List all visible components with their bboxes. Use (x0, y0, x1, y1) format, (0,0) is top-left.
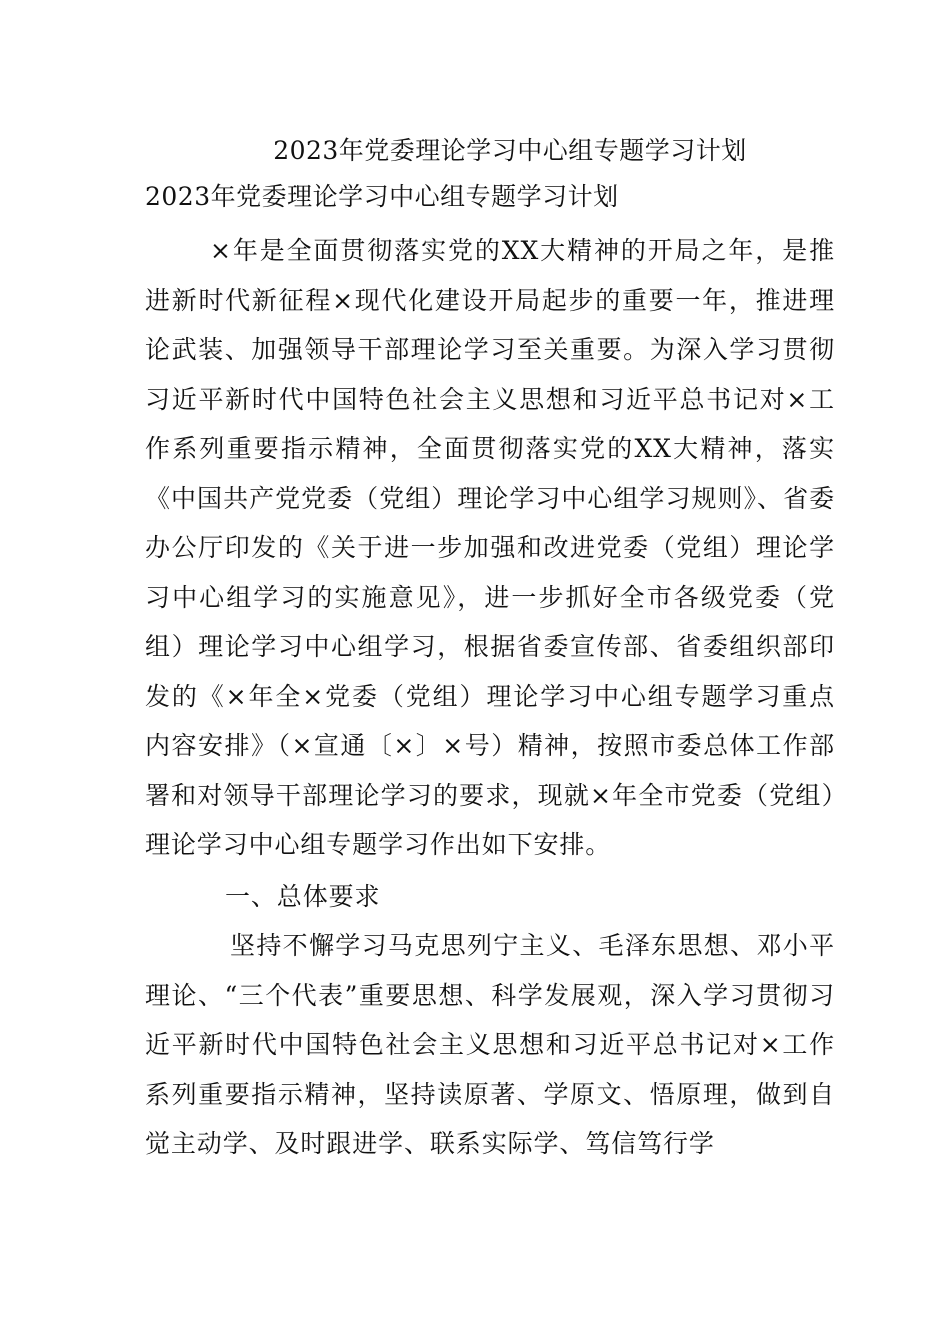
section-heading-general-requirements: 一、总体要求 (225, 881, 381, 911)
document-title: 2023年党委理论学习中心组专题学习计划 (273, 136, 747, 165)
intro-paragraph: ×年是全面贯彻落实党的XX大精神的开局之年，是推进新时代新征程×现代化建设开局起步的重要一年，推进理论武装、加强领导干部理论学习至关重要。为深入学习贯彻习近平新时代中国特色社会主义思想和习近平总书记对×工作系列重要指示精神，全面贯彻落实党的XX大精神，落实《中国共产党党委（党组）理论学习中心组学习规则》、省委办公厅印发的《关于进一步加强和改进党委（党组）理论学习中心组学习的实施意见》，进一步抓好全市各级党委（党组）理论学习中心组学习，根据省委宣传部、省委组织部印发的《×年全×党委（党组）理论学习中心组专题学习重点内容安排》（×宣通〔×〕×号）精神，按照市委总体工作部署和对领导干部理论学习的要求，现就×年全市党委（党组）理论学习中心组专题学习作出如下安排。 (145, 236, 835, 859)
document-subtitle: 2023年党委理论学习中心组专题学习计划 (145, 182, 619, 211)
document-body (145, 128, 835, 1169)
section-paragraph: 坚持不懈学习马克思列宁主义、毛泽东思想、邓小平理论、“三个代表”重要思想、科学发展观，深入学习贯彻习近平新时代中国特色社会主义思想和习近平总书记对×工作系列重要指示精神，坚持读原著、学原文、悟原理，做到自觉主动学、及时跟进学、联系实际学、笃信笃行学 (145, 931, 835, 1158)
